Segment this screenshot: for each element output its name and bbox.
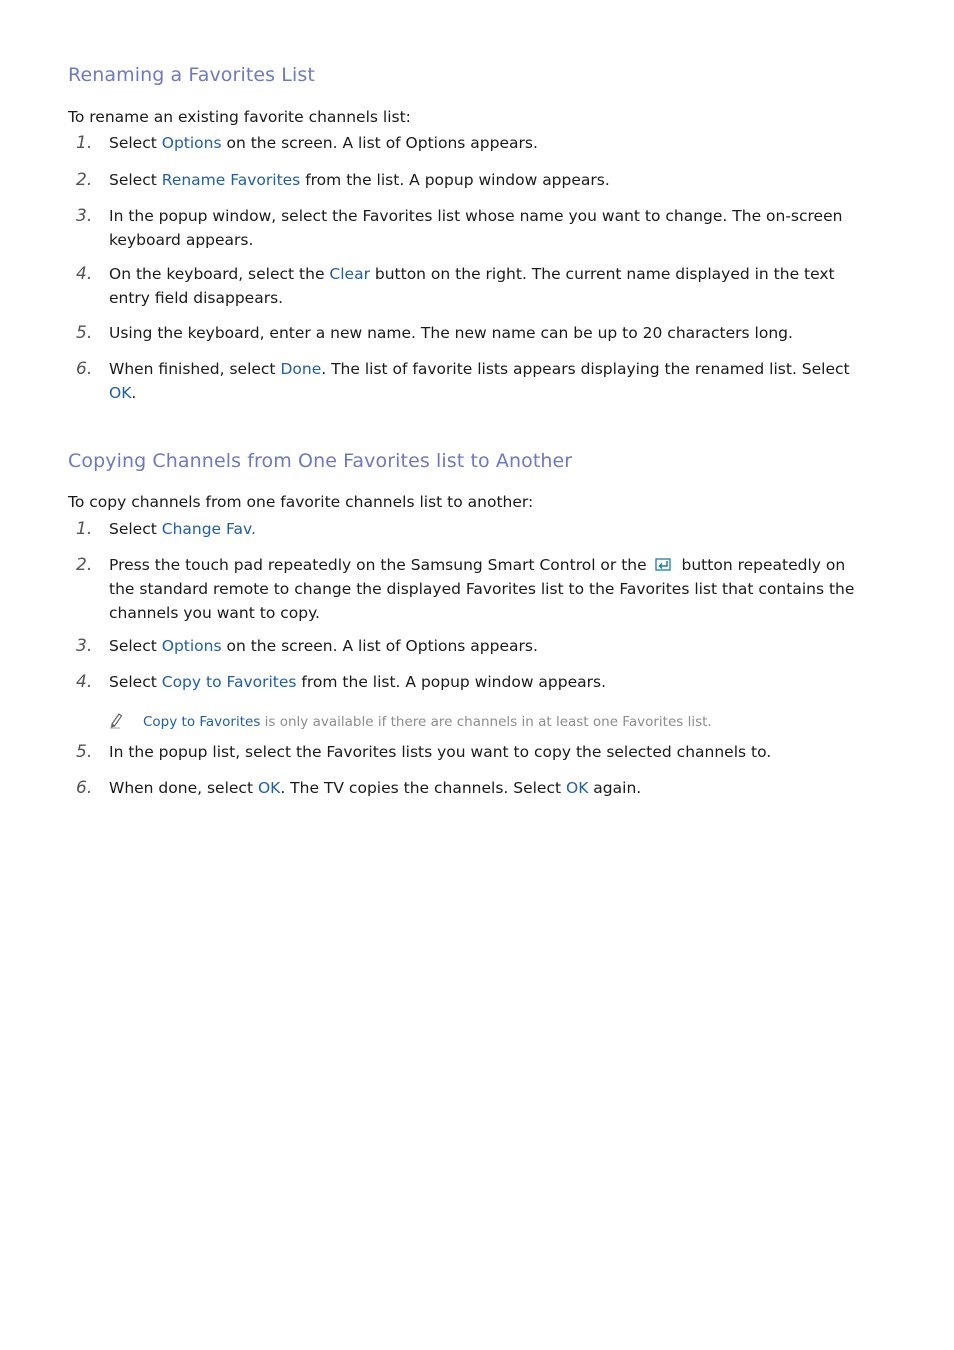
section-title-copying: Copying Channels from One Favorites list to Another — [68, 450, 573, 472]
note-text: Copy to Favorites is only available if there are channels in at least one Favorites list. — [143, 714, 712, 730]
copy-to-favorites-link: Copy to Favorites — [143, 714, 261, 730]
step-text: Select Rename Favorites from the list. A popup window appears. — [109, 171, 610, 189]
step-number: 6. — [76, 359, 93, 379]
ok-link: OK — [109, 384, 132, 402]
ok-link: OK — [257, 779, 281, 797]
step-text: Select Options on the screen. A list of Options appears. — [109, 637, 538, 655]
copy-to-favorites-link: Copy to Favorites — [161, 673, 297, 691]
clear-link: Clear — [329, 265, 370, 283]
change-fav-link: Change Fav — [161, 520, 251, 538]
step-text: In the popup list, select the Favorites lists you want to copy the selected channels to. — [109, 743, 772, 761]
step-number: 1. — [76, 519, 93, 539]
step-number: 3. — [76, 206, 93, 226]
section-intro-renaming: To rename an existing favorite channels list: — [68, 108, 411, 126]
step-text: On the keyboard, select the Clear button on the right. The current name displayed in the text entry field disappears. — [109, 265, 835, 307]
step-text: Select Copy to Favorites from the list. A popup window appears. — [109, 673, 607, 691]
fav-button-icon — [655, 555, 674, 569]
step-text: When done, select OK. The TV copies the channels. Select OK again. — [109, 779, 642, 797]
step-text: In the popup window, select the Favorites list whose name you want to change. The on-screen keyboard appears. — [109, 207, 843, 249]
step-text: Press the touch pad repeatedly on the Samsung Smart Control or the button repeatedly on the standard remote to change the displayed Favorites list to the Favorites list that contains the channels you want to copy. — [109, 556, 855, 622]
step-number: 4. — [76, 264, 93, 284]
options-link: Options — [161, 134, 222, 152]
step-number: 2. — [76, 555, 93, 575]
section-intro-copying: To copy channels from one favorite channels list to another: — [68, 493, 534, 511]
step-number: 6. — [76, 778, 93, 798]
options-link: Options — [161, 637, 222, 655]
step-number: 3. — [76, 636, 93, 656]
rename-favorites-link: Rename Favorites — [161, 171, 301, 189]
step-text: Select Options on the screen. A list of Options appears. — [109, 134, 538, 152]
step-text: When finished, select Done. The list of favorite lists appears displaying the renamed list. Select OK. — [109, 360, 850, 402]
step-text: Using the keyboard, enter a new name. The new name can be up to 20 characters long. — [109, 324, 793, 342]
step-number: 2. — [76, 170, 93, 190]
pencil-icon — [108, 711, 124, 729]
step-number: 1. — [76, 133, 93, 153]
done-link: Done — [280, 360, 322, 378]
step-number: 5. — [76, 742, 93, 762]
step-text: Select Change Fav. — [109, 520, 256, 538]
ok-link: OK — [566, 779, 589, 797]
section-title-renaming: Renaming a Favorites List — [68, 64, 315, 86]
step-number: 5. — [76, 323, 93, 343]
step-number: 4. — [76, 672, 93, 692]
